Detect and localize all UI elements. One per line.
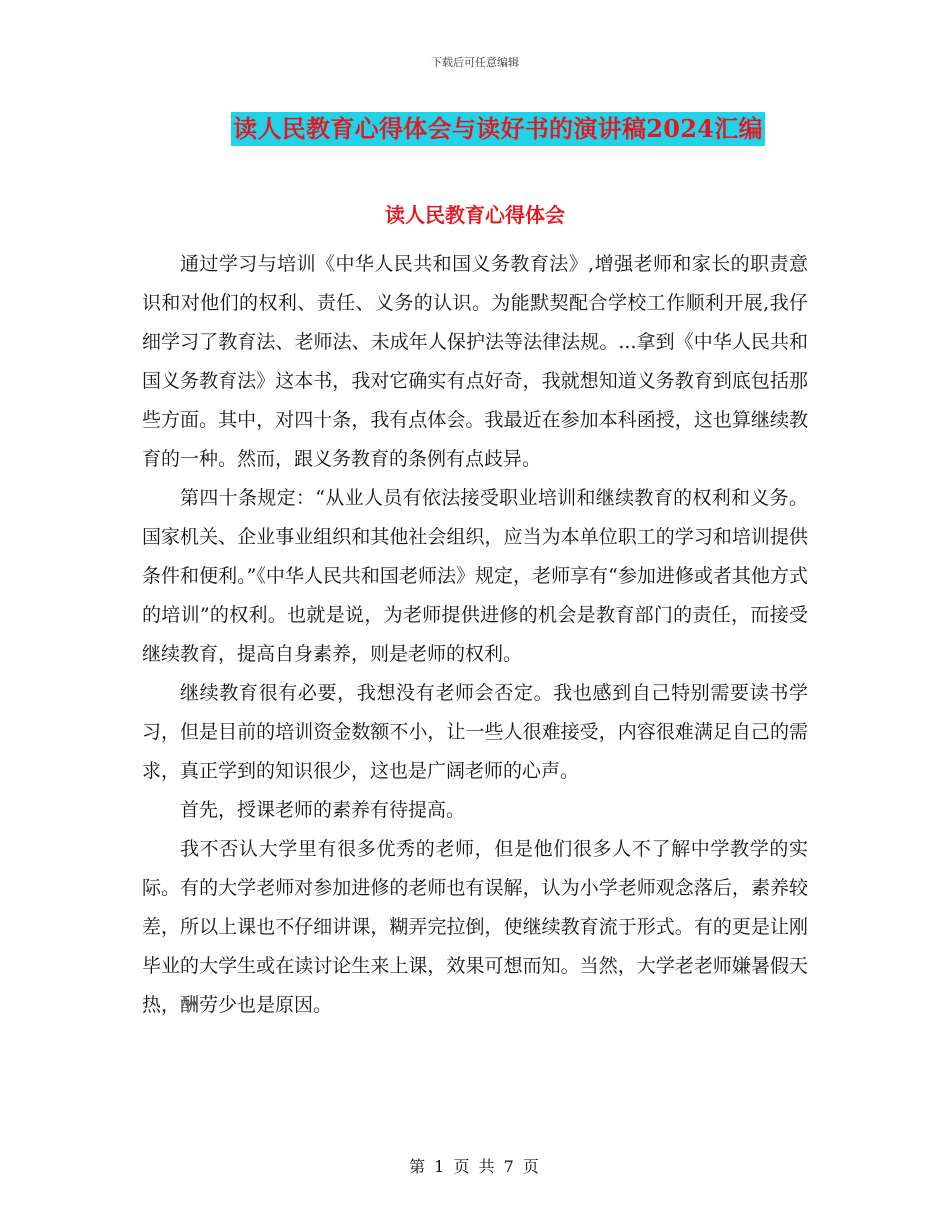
page-footer: 第 1 页 共 7 页 xyxy=(409,1157,541,1176)
paragraph: 继续教育很有必要，我想没有老师会否定。我也感到自己特别需要读书学习，但是目前的培训资金数额不小，让一些人很难接受，内容很难满足自己的需求，真正学到的知识很少，这也是广阔老师的心声。 xyxy=(142,682,808,782)
section-title: 读人民教育心得体会 xyxy=(385,203,565,227)
document-title: 读人民教育心得体会与读好书的演讲稿2024汇编 xyxy=(231,112,765,146)
paragraph: 通过学习与培训《中华人民共和国义务教育法》,增强老师和家长的职责意识和对他们的权利、责任、义务的认识。为能默契配合学校工作顺利开展,我仔细学习了教育法、老师法、未成年人保护法等法律法规。...拿到《中华人民共和国义务教育法》这本书，我对它确实有点好奇，我就想知道义务教育到底包括那些方面。其中，对四十条，我有点体会。我最近在参加本科函授，这也算继续教育的一种。然而，跟义务教育的条例有点歧异。 xyxy=(142,253,808,470)
document-body xyxy=(142,245,808,1025)
paragraph: 首先，授课老师的素养有待提高。 xyxy=(180,799,466,821)
paragraph: 我不否认大学里有很多优秀的老师，但是他们很多人不了解中学教学的实际。有的大学老师对参加进修的老师也有误解，认为小学老师观念落后，素养较差，所以上课也不仔细讲课，糊弄完拉倒，使继续教育流于形式。有的更是让刚毕业的大学生或在读讨论生来上课，效果可想而知。当然，大学老老师嫌暑假天热，酬劳少也是原因。 xyxy=(142,838,808,1016)
title-container xyxy=(0,112,950,146)
header-note: 下载后可任意编辑 xyxy=(431,56,519,69)
paragraph: 第四十条规定：“从业人员有依法接受职业培训和继续教育的权利和义务。国家机关、企业事业组织和其他社会组织，应当为本单位职工的学习和培训提供条件和便利。”《中华人民共和国老师法》规定，老师享有“参加进修或者其他方式的培训”的权利。也就是说，为老师提供进修的机会是教育部门的责任，而接受继续教育，提高自身素养，则是老师的权利。 xyxy=(142,487,808,665)
